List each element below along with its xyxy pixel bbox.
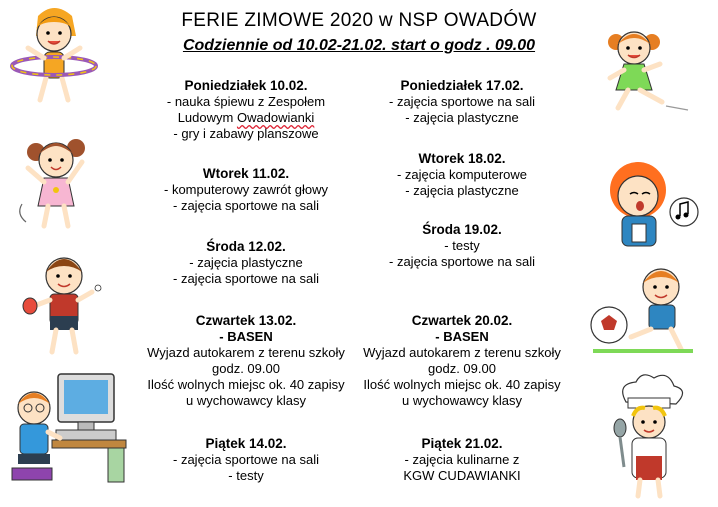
skipping-girl-icon bbox=[590, 20, 710, 120]
day-heading: Środa 19.02. bbox=[422, 222, 502, 237]
activity-item: - zajęcia sportowe na sali bbox=[173, 198, 319, 213]
activity-item: Wyjazd autokarem z terenu szkoły bbox=[363, 345, 561, 360]
activity-item: - zajęcia komputerowe bbox=[396, 167, 528, 182]
day-heading: Poniedziałek 10.02. bbox=[184, 78, 308, 93]
activity-item: u wychowawcy klasy bbox=[402, 393, 522, 408]
hula-hoop-girl-icon bbox=[8, 2, 100, 110]
football-boy-icon bbox=[585, 265, 700, 360]
computer-boy-icon bbox=[8, 368, 132, 488]
activity-item: - zajęcia sportowe na sali bbox=[389, 254, 535, 269]
day-heading: Poniedziałek 17.02. bbox=[400, 78, 524, 93]
day-friday-21 bbox=[342, 435, 582, 484]
activity-item: - nauka śpiewu z Zespołem bbox=[166, 94, 326, 109]
singing-child-icon bbox=[592, 150, 704, 250]
activity-item bbox=[126, 110, 366, 126]
day-tuesday-11 bbox=[126, 165, 366, 214]
day-heading: Środa 12.02. bbox=[206, 239, 286, 254]
day-monday-10 bbox=[126, 77, 366, 142]
day-wednesday-19 bbox=[342, 221, 582, 270]
activity-item: - zajęcia sportowe na sali bbox=[389, 94, 535, 109]
activity-item: - zajęcia sportowe na sali bbox=[173, 452, 319, 467]
ping-pong-boy-icon bbox=[20, 250, 110, 360]
activity-item: KGW CUDAWIANKI bbox=[403, 468, 521, 483]
page-title: FERIE ZIMOWE 2020 w NSP OWADÓW bbox=[181, 10, 537, 31]
day-heading: Wtorek 18.02. bbox=[418, 151, 506, 166]
day-wednesday-12 bbox=[126, 238, 366, 287]
activity-item: - zajęcia sportowe na sali bbox=[173, 271, 319, 286]
activity-item: u wychowawcy klasy bbox=[186, 393, 306, 408]
activity-item: - zajęcia kulinarne z bbox=[404, 452, 520, 467]
day-thursday-20 bbox=[342, 312, 582, 409]
activity-item: Wyjazd autokarem z terenu szkoły bbox=[147, 345, 345, 360]
pool-label: - BASEN bbox=[435, 329, 489, 344]
day-heading: Czwartek 13.02. bbox=[195, 313, 297, 328]
day-heading: Wtorek 11.02. bbox=[202, 166, 290, 181]
activity-item: - zajęcia plastyczne bbox=[405, 110, 519, 125]
page-subtitle: Codziennie od 10.02-21.02. start o godz . 09.00 bbox=[182, 37, 536, 54]
pool-label: - BASEN bbox=[219, 329, 273, 344]
activity-item: - testy bbox=[444, 238, 480, 253]
day-tuesday-18 bbox=[342, 150, 582, 199]
day-monday-17 bbox=[342, 77, 582, 126]
activity-item: Ilość wolnych miejsc ok. 40 zapisy bbox=[147, 377, 345, 392]
activity-item: godz. 09.00 bbox=[428, 361, 496, 376]
activity-item: Ilość wolnych miejsc ok. 40 zapisy bbox=[363, 377, 561, 392]
ensemble-name: Owadowianki bbox=[236, 110, 315, 125]
activity-item: - gry i zabawy planszowe bbox=[173, 126, 319, 141]
activity-item: - testy bbox=[228, 468, 264, 483]
day-thursday-13 bbox=[126, 312, 366, 409]
day-heading: Piątek 14.02. bbox=[205, 436, 287, 451]
day-friday-14 bbox=[126, 435, 366, 484]
activity-item: - komputerowy zawrót głowy bbox=[164, 182, 328, 197]
dancing-girl-icon bbox=[14, 124, 104, 234]
chef-girl-icon bbox=[600, 372, 700, 502]
activity-item: godz. 09.00 bbox=[212, 361, 280, 376]
activity-item: - zajęcia plastyczne bbox=[189, 255, 303, 270]
day-heading: Czwartek 20.02. bbox=[411, 313, 513, 328]
activity-text: Ludowym bbox=[177, 110, 237, 125]
day-heading: Piątek 21.02. bbox=[421, 436, 503, 451]
activity-item: - zajęcia plastyczne bbox=[405, 183, 519, 198]
